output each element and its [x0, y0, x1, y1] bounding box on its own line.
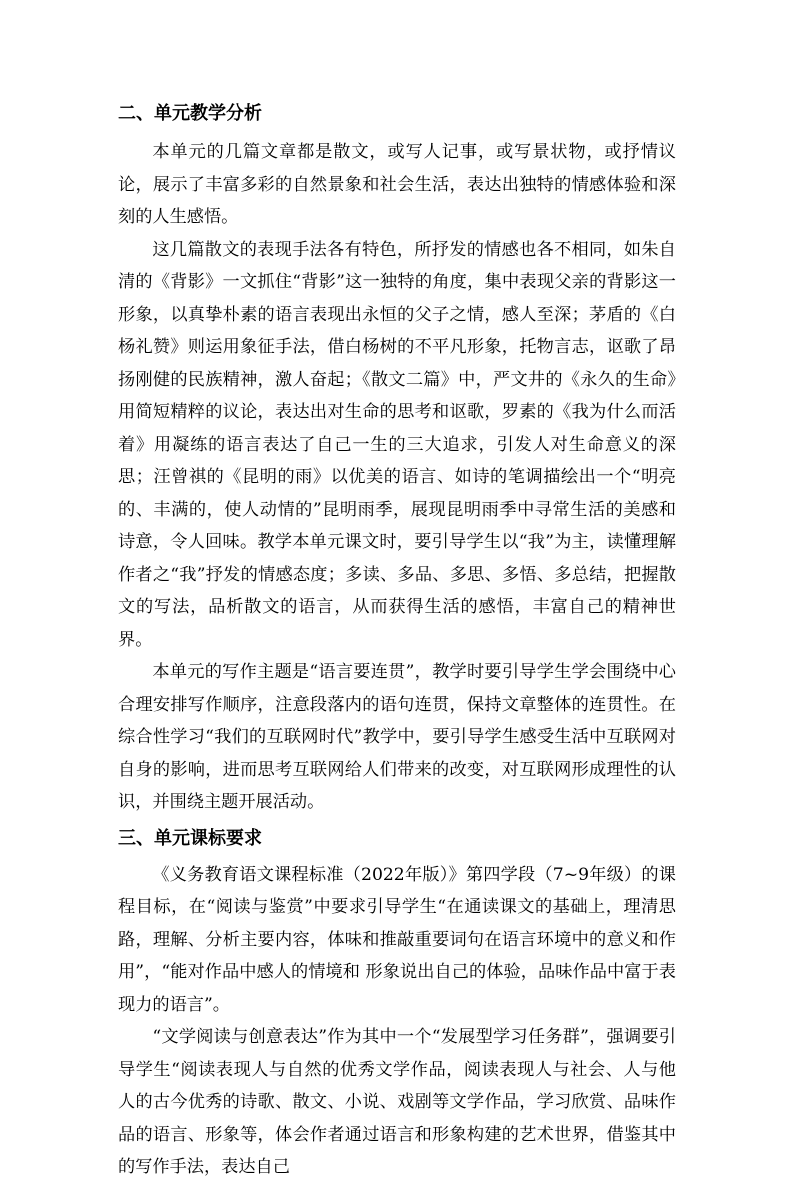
section-heading-unit-teaching-analysis: 二、单元教学分析	[118, 103, 262, 124]
paragraph: “文学阅读与创意表达”作为其中一个“发展型学习任务群”，强调要引导学生“阅读表现人与自然的优秀文学作品，阅读表现人与社会、人与他人的古今优秀的诗歌、散文、小说、戏剧等文学作品，学习欣赏、品味作品的语言、形象等，体会作者通过语言和形象构建的艺术世界，借鉴其中的写作手法，表达自己	[118, 1027, 676, 1177]
paragraph: 《义务教育语文课程标准（2022年版）》第四学段（7~9年级）的课程目标，在“阅读与鉴赏”中要求引导学生“在通读课文的基础上，理清思路，理解、分析主要内容，体味和推敲重要词句在语言环境中的意义和作用”，“能对作品中感人的情境和 形象说出自己的体验，品味作品中富于表现力的语言”。	[118, 864, 676, 1015]
paragraph: 本单元的几篇文章都是散文，或写人记事，或写景状物，或抒情议论，展示了丰富多彩的自然景象和社会生活，表达出独特的情感体验和深刻的人生感悟。	[118, 142, 676, 227]
paragraph: 这几篇散文的表现手法各有特色，所抒发的情感也各不相同，如朱自清的《背影》一文抓住“背影”这一独特的角度，集中表现父亲的背影这一形象，以真挚朴素的语言表现出永恒的父子之情，感人至深；茅盾的《白杨礼赞》则运用象征手法，借白杨树的不平凡形象，托物言志，讴歌了昂扬刚健的民族精神，激人奋起；《散文二篇》中，严文井的《永久的生命》用简短精粹的议论，表达出对生命的思考和讴歌，罗素的《我为什么而活着》用凝练的语言表达了自己一生的三大追求，引发人对生命意义的深思；汪曾祺的《昆明的雨》以优美的语言、如诗的笔调描绘出一个“明亮的、丰满的，使人动情的”昆明雨季，展现昆明雨季中寻常生活的美感和诗意，令人回味。教学本单元课文时，要引导学生以“我”为主，读懂理解作者之“我”抒发的情感态度；多读、多品、多思、多悟、多总结，把握散文的写法，品析散文的语言，从而获得生活的感悟，丰富自己的精神世界。	[118, 239, 676, 650]
section-heading-curriculum-requirements: 三、单元课标要求	[118, 827, 262, 849]
paragraph: 本单元的写作主题是“语言要连贯”，教学时要引导学生学会围绕中心合理安排写作顺序，注意段落内的语句连贯，保持文章整体的连贯性。在综合性学习“我们的互联网时代”教学中，要引导学生感受生活中互联网对自身的影响，进而思考互联网给人们带来的改变，对互联网形成理性的认识，并围绕主题开展活动。	[118, 662, 676, 812]
document-body	[118, 98, 676, 1184]
